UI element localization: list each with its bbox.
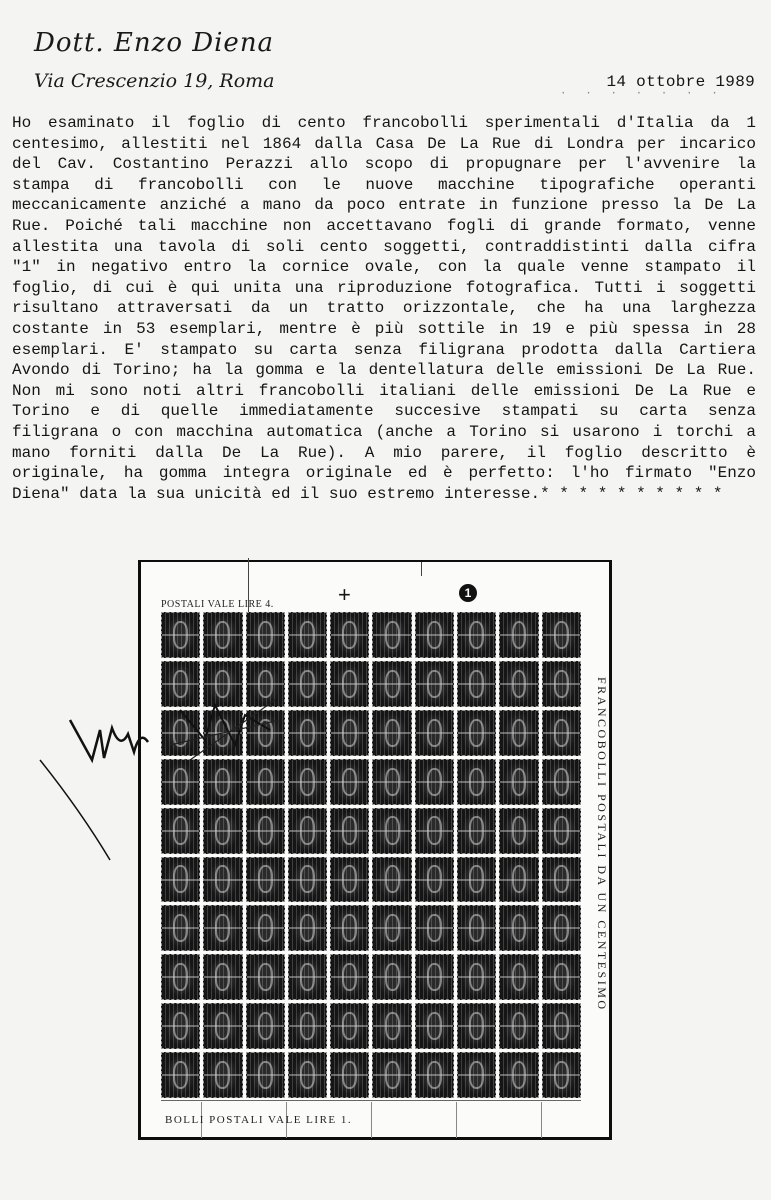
stamp [415, 954, 454, 1000]
body-line: Ho esaminato il foglio di cento francobolli sperimentali d'Italia da 1 [12, 114, 756, 132]
stamp [499, 954, 538, 1000]
body-line: risultano attraversati da un tratto orizzontale, che ha una larghezza [12, 299, 756, 318]
stamp [457, 954, 496, 1000]
handwritten-signature [30, 690, 290, 870]
stamp [330, 661, 369, 707]
stamp [372, 759, 411, 805]
stamp [499, 710, 538, 756]
body-line: stampa di francobolli con le nuove macchine tipografiche operanti [12, 175, 756, 194]
sheet-side-inscription: FRANCOBOLLI POSTALI DA UN CENTESIMO [595, 677, 609, 1012]
stamp [288, 857, 327, 903]
stamp [542, 954, 581, 1000]
stamp [288, 808, 327, 854]
stamp [457, 612, 496, 658]
stamp [372, 905, 411, 951]
stamp [330, 954, 369, 1000]
stamp [288, 954, 327, 1000]
stamp [372, 808, 411, 854]
stamp [457, 759, 496, 805]
stamp [415, 808, 454, 854]
stamp [330, 1003, 369, 1049]
stamp [161, 905, 200, 951]
body-line: "1" in negativo entro la cornice ovale, con la quale venne stampato il [12, 258, 756, 277]
stamp [542, 661, 581, 707]
certificate-body [12, 113, 756, 504]
margin-tick [541, 1102, 542, 1138]
stamp [203, 1003, 242, 1049]
stamp [161, 954, 200, 1000]
body-line: Torino e di quelle immediatamente succesive stampati su carta senza [12, 402, 756, 421]
stamp [415, 1052, 454, 1098]
stamp [415, 612, 454, 658]
stamp [542, 710, 581, 756]
stamp [415, 710, 454, 756]
stamp [457, 661, 496, 707]
stamp [542, 857, 581, 903]
stamp [372, 710, 411, 756]
stamp [330, 612, 369, 658]
decorative-dots: · · · · · · · [560, 88, 724, 100]
registration-line [421, 562, 422, 576]
letterhead-name: Dott. Enzo Diena [34, 28, 275, 58]
stamp [288, 710, 327, 756]
stamp [415, 661, 454, 707]
registration-cross-icon: + [338, 582, 351, 607]
body-line: del Cav. Costantino Perazzi allo scopo di propugnare per l'avvenire la [12, 155, 756, 174]
stamp [246, 1003, 285, 1049]
body-line: filigrana o con macchina automatica (anche a Torino si usarono i torchi a [12, 422, 756, 441]
stamp [499, 661, 538, 707]
stamp [372, 857, 411, 903]
body-line: Non mi sono noti altri francobolli italiani delle emissioni De La Rue e [12, 381, 756, 400]
stamp [330, 905, 369, 951]
stamp [161, 1003, 200, 1049]
body-line: foglio, di cui è qui unita una riproduzione fotografica. Tutti i soggetti [12, 278, 756, 297]
stamp [372, 661, 411, 707]
sheet-bottom-inscription: BOLLI POSTALI VALE LIRE 1. [165, 1114, 353, 1126]
stamp [499, 759, 538, 805]
stamp [457, 1003, 496, 1049]
stamp [288, 905, 327, 951]
body-line: mano forniti dalla De La Rue). A mio parere, il foglio descritto è [12, 443, 756, 462]
stamp [203, 905, 242, 951]
body-line: Diena" data la sua unicità ed il suo estremo interesse.* * * * * * * * * * [12, 484, 723, 503]
stamp [161, 1052, 200, 1098]
stamp [457, 905, 496, 951]
stamp [372, 954, 411, 1000]
stamp [457, 808, 496, 854]
margin-tick [371, 1102, 372, 1138]
letterhead-address: Via Crescenzio 19, Roma [34, 70, 275, 92]
stamp [288, 661, 327, 707]
stamp [288, 612, 327, 658]
stamp [415, 857, 454, 903]
stamp [161, 612, 200, 658]
stamp [246, 954, 285, 1000]
stamp [330, 759, 369, 805]
stamp [246, 905, 285, 951]
margin-tick [456, 1102, 457, 1138]
plate-number-badge: 1 [459, 584, 477, 602]
body-line: Rue. Poiché tali macchine non accettavano fogli di grande formato, venne [12, 216, 756, 235]
stamp [288, 1003, 327, 1049]
letter-date: 14 ottobre 1989 [606, 73, 755, 91]
stamp [372, 1052, 411, 1098]
stamp [203, 612, 242, 658]
stamp [203, 1052, 242, 1098]
stamp [499, 808, 538, 854]
stamp [246, 612, 285, 658]
stamp [288, 1052, 327, 1098]
body-line: meccanicamente anziché a mano da poco entrate in funzione presso la De La [12, 196, 756, 215]
stamp [542, 1052, 581, 1098]
sheet-bottom-rule [161, 1100, 581, 1101]
stamp [542, 612, 581, 658]
body-line: Avondo di Torino; ha la gomma e la dentellatura delle emissioni De La Rue. [12, 361, 756, 380]
stamp [246, 1052, 285, 1098]
stamp [415, 759, 454, 805]
stamp [542, 759, 581, 805]
stamp [499, 1003, 538, 1049]
stamp [499, 612, 538, 658]
body-line: costante in 53 esemplari, mentre è più sottile in 19 e più spessa in 28 [12, 319, 756, 338]
stamp [330, 808, 369, 854]
stamp [415, 1003, 454, 1049]
stamp [203, 954, 242, 1000]
body-line: originale, ha gomma integra originale ed è perfetto: l'ho firmato "Enzo [12, 464, 756, 483]
stamp [499, 857, 538, 903]
stamp [542, 1003, 581, 1049]
body-line: allestita una tavola di soli cento soggetti, contraddistinti dalla cifra [12, 237, 756, 256]
stamp [542, 808, 581, 854]
stamp [415, 905, 454, 951]
stamp [330, 710, 369, 756]
stamp [372, 612, 411, 658]
stamp [457, 1052, 496, 1098]
stamp [542, 905, 581, 951]
stamp [330, 1052, 369, 1098]
stamp [457, 857, 496, 903]
body-line: esemplari. E' stampato su carta senza filigrana prodotta dalla Cartiera [12, 340, 756, 359]
stamp [330, 857, 369, 903]
body-line: centesimo, allestiti nel 1864 dalla Casa De La Rue di Londra per incarico [12, 134, 756, 153]
stamp [457, 710, 496, 756]
sheet-top-inscription: POSTALI VALE LIRE 4. [161, 599, 274, 610]
stamp [499, 1052, 538, 1098]
stamp [288, 759, 327, 805]
stamp [499, 905, 538, 951]
stamp [372, 1003, 411, 1049]
